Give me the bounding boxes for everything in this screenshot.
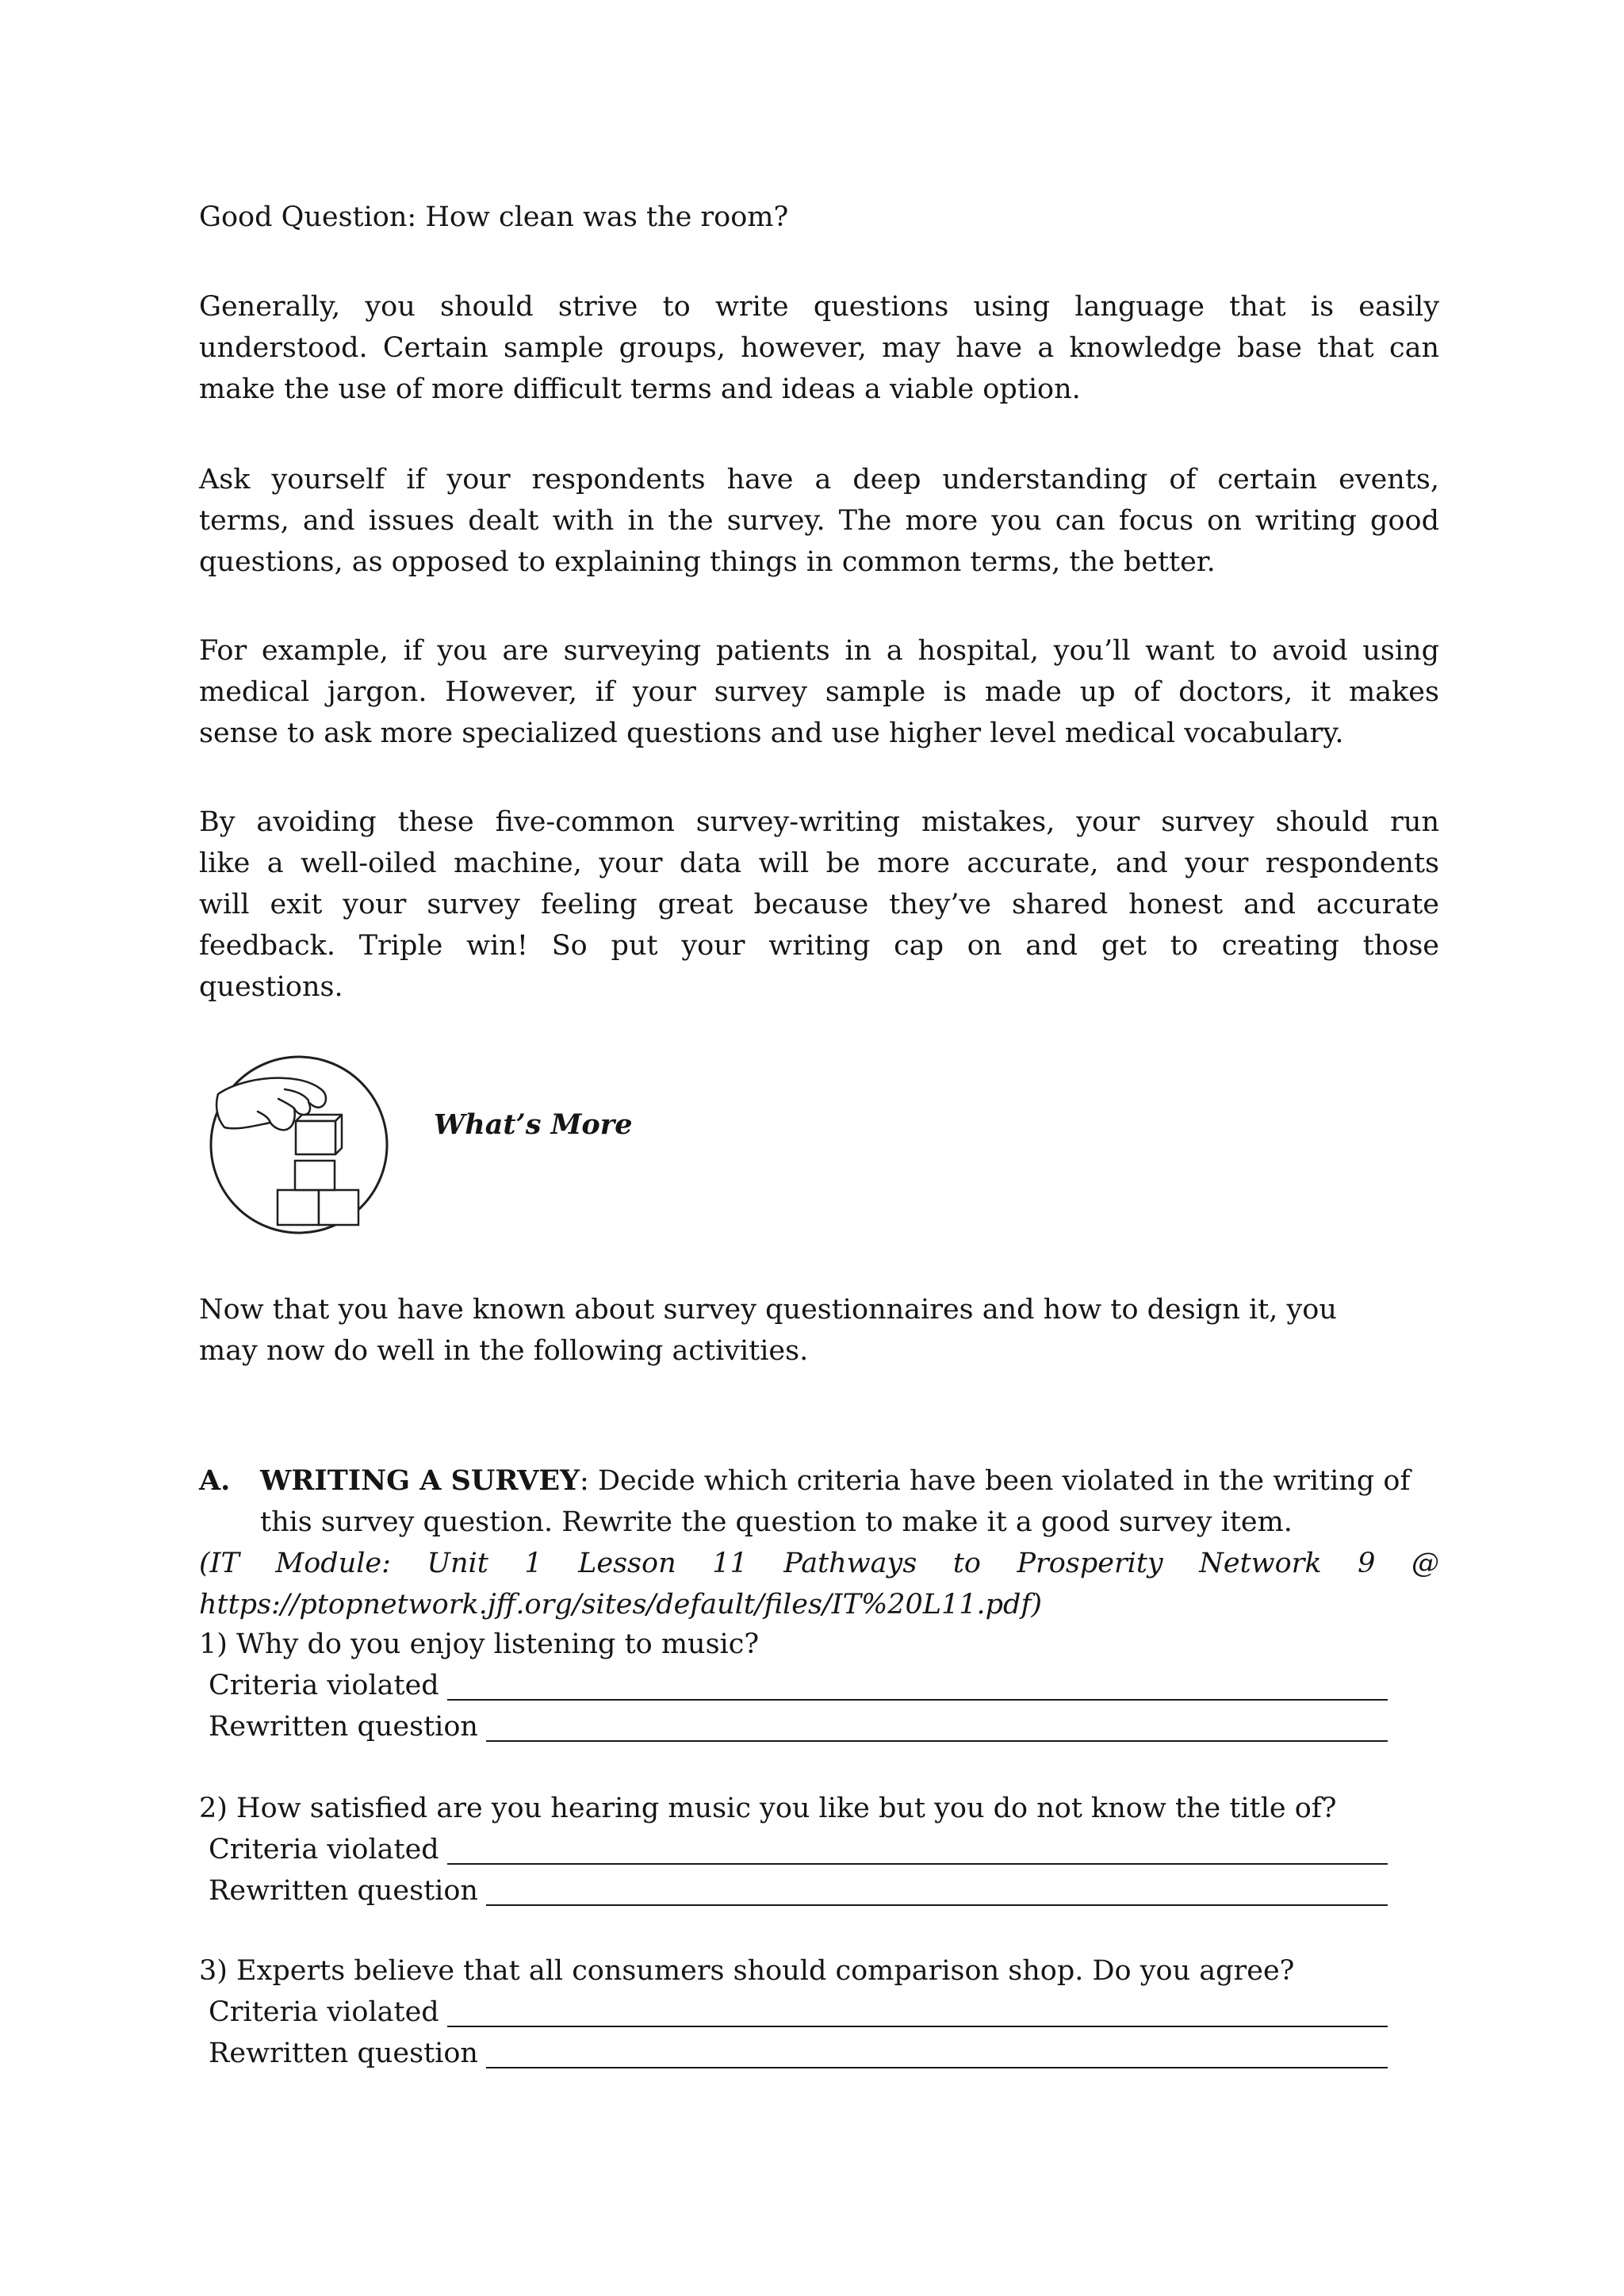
survey-question-2	[199, 1788, 1439, 1911]
rewritten-question-blank	[486, 1870, 1388, 1906]
section-a-heading: WRITING A SURVEY	[260, 1464, 580, 1497]
section-a-line	[199, 1460, 1439, 1502]
question-text: 1) Why do you enjoy listening to music?	[199, 1628, 760, 1660]
paragraph-plain-language	[199, 286, 1439, 410]
paragraph-line: By avoiding these five-common survey-writing mistakes, your survey should run	[199, 806, 1439, 838]
section-a-instructions	[199, 1460, 1439, 1543]
intro-line: may now do well in the following activities.	[199, 1335, 809, 1367]
citation	[199, 1543, 1439, 1625]
rewritten-question-row	[209, 2033, 1388, 2074]
question-text: 3) Experts believe that all consumers should comparison shop. Do you agree?	[199, 1955, 1295, 1987]
criteria-violated-row	[209, 1992, 1388, 2033]
good-question-text: Good Question: How clean was the room?	[199, 201, 789, 233]
rewritten-question-row	[209, 1706, 1388, 1747]
section-a-instruction-text: : Decide which criteria have been violated in the writing of	[580, 1465, 1411, 1497]
block-held	[296, 1115, 342, 1154]
section-a-instruction-text: this survey question. Rewrite the question to make it a good survey item.	[260, 1506, 1293, 1538]
criteria-violated-row	[209, 1829, 1388, 1870]
block-bottom-right	[319, 1190, 358, 1225]
paragraph-line: questions.	[199, 971, 343, 1003]
rewritten-question-label: Rewritten question	[209, 1711, 478, 1743]
rewritten-question-row	[209, 1870, 1388, 1911]
paragraph-line: medical jargon. However, if your survey sample is made up of doctors, it makes	[199, 676, 1439, 708]
criteria-violated-blank	[447, 1992, 1388, 2027]
paragraph-conclusion	[199, 802, 1439, 1008]
paragraph-line: understood. Certain sample groups, however, may have a knowledge base that can	[199, 332, 1439, 364]
survey-question-1	[199, 1624, 1439, 1747]
rewritten-question-blank	[486, 1706, 1388, 1742]
criteria-violated-label: Criteria violated	[209, 1834, 439, 1866]
rewritten-question-label: Rewritten question	[209, 2038, 478, 2069]
paragraph-line: Generally, you should strive to write questions using language that is easily	[199, 291, 1439, 323]
paragraph-line: terms, and issues dealt with in the survey. The more you can focus on writing good	[199, 505, 1439, 537]
block-middle	[295, 1161, 335, 1190]
rewritten-question-blank	[486, 2033, 1388, 2068]
activities-intro	[199, 1289, 1439, 1372]
good-question-example	[199, 197, 1439, 238]
paragraph-line: Ask yourself if your respondents have a deep understanding of certain events,	[199, 464, 1439, 496]
citation-url: https://ptopnetwork.jff.org/sites/default/files/IT%20L11.pdf)	[199, 1589, 1043, 1621]
paragraph-line: will exit your survey feeling great because they’ve shared honest and accurate	[199, 889, 1439, 920]
rewritten-question-label: Rewritten question	[209, 1875, 478, 1907]
paragraph-line: For example, if you are surveying patients in a hospital, you’ll want to avoid using	[199, 635, 1439, 667]
hand-stacking-blocks-svg	[202, 1048, 396, 1242]
paragraph-line: questions, as opposed to explaining things in common terms, the better.	[199, 546, 1216, 578]
block-bottom-left	[278, 1190, 319, 1225]
citation-line: (IT Module: Unit 1 Lesson 11 Pathways to Prosperity Network 9 @	[199, 1548, 1439, 1579]
intro-line: Now that you have known about survey questionnaires and how to design it, you	[199, 1294, 1337, 1326]
section-a-letter: A.	[199, 1464, 231, 1497]
paragraph-line: make the use of more difficult terms and ideas a viable option.	[199, 373, 1081, 405]
paragraph-respondent-knowledge	[199, 459, 1439, 583]
question-text: 2) How satisfied are you hearing music you like but you do not know the title of?	[199, 1793, 1337, 1824]
hand-stacking-blocks-icon	[202, 1048, 396, 1242]
criteria-violated-label: Criteria violated	[209, 1996, 439, 2028]
survey-question-3	[199, 1950, 1439, 2074]
section-title-whats-more: What’s More	[434, 1108, 633, 1141]
criteria-violated-row	[209, 1665, 1388, 1706]
criteria-violated-label: Criteria violated	[209, 1670, 439, 1701]
paragraph-line: sense to ask more specialized questions and use higher level medical vocabulary.	[199, 718, 1344, 749]
paragraph-example-hospital	[199, 630, 1439, 754]
paragraph-line: feedback. Triple win! So put your writing cap on and get to creating those	[199, 930, 1439, 962]
paragraph-line: like a well-oiled machine, your data will be more accurate, and your respondents	[199, 848, 1439, 879]
criteria-violated-blank	[447, 1829, 1388, 1865]
criteria-violated-blank	[447, 1665, 1388, 1701]
